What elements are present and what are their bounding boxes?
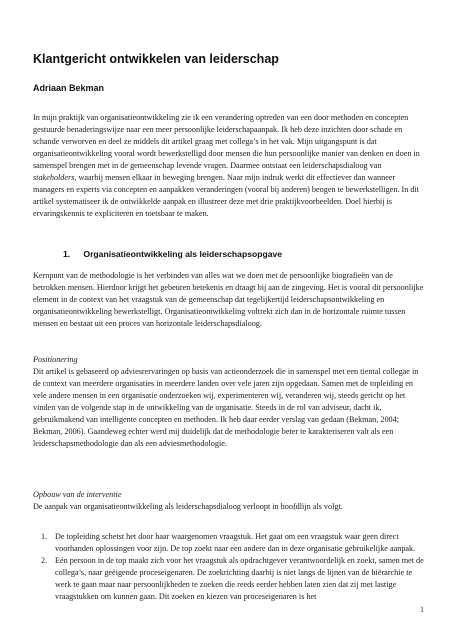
list-item bbox=[33, 555, 425, 603]
list-item-number: 2. bbox=[41, 556, 48, 565]
page-number: 1 bbox=[420, 605, 424, 614]
list-item bbox=[33, 531, 425, 555]
author-name: Adriaan Bekman bbox=[33, 83, 105, 93]
list-item-number: 1. bbox=[41, 532, 48, 541]
positioning-paragraph: Dit artikel is gebaseerd op adviesrervaringen op basis van actieonderzoek die in samenspel met een tiental collegae in de context van meerdere organisaties in meerdere landen over vele jaren zijn opgedaan. Samen met de topleiding en vele andere mensen in een organisatie onderzoeken wij, experimenteren wij, veranderen wij, steeds gericht op het vinden van de volgende stap in de ontwikkeling van de organisatie. Steeds in de rol van adviseur, dacht ik, gebruikmakend van intelligente concepten en methoden. Ik heb daar eerder verslag van gedaan (Bekman, 2004; Bekman, 2006). Gaandeweg echter werd mij duidelijk dat de methodologie beter te karakteriseren valt als een leiderschapsmethodologie dan als een adviesmethodologie. bbox=[33, 367, 419, 448]
structure-subheading: Opbouw van de interventie bbox=[33, 490, 122, 499]
section-number: 1. bbox=[63, 249, 71, 259]
intro-text-part1: In mijn praktijk van organisatieontwikkeling zie ik een verandering optreden van een door methoden en concepten gestuurde benaderingswijze naar een meer persoonlijke leiderschapaanpak. Ik heb deze inzichten door schade en schande verworven en deel ze middels dit artikel graag met collega’s in het vak. Mijn uitgangspunt is dat organisatieontwikkeling vooral wordt bewerkstelligd door mensen die hun persoonlijke manier van denken en doen in samenspel brengen met in de gemeenschap levende vragen. Daarmee ontstaat een leiderschapsdialoog van bbox=[33, 113, 420, 170]
list-item-text: De topleiding schetst het door haar waargenomen vraagstuk. Het gaat om een vraagstuk waar geen direct voorhanden oplossingen voor zijn. De top zoekt naar een andere dan in deze organisatie gebruikelijke aanpak. bbox=[55, 532, 416, 553]
intro-text-part2: , waarbij mensen elkaar in beweging brengen. Naar mijn indruk werkt dit effectiever dan wanneer managers en experts via concepten en aanpakken veranderingen (vooral bij anderen) beogen te bewerkstelligen. In dit artikel systematiseer ik de ontwikkelde aanpak en illustreer deze met drie praktijkvoorbeelden. Doel hierbij is ervaringskennis te expliciteren en toetsbaar te maken. bbox=[33, 173, 420, 218]
list-item-text: Eén persoon in de top maakt zich voor het vraagstuk als opdrachtgever verantwoordelijk en zoekt, samen met de collega’s, naar geëigende proceseigenaren. De zoekrichting daarbij is niet langs de lijnen van de hiërarchie te werk te gaan maar naar persoonlijkheden te zoeken die reeds eerder hebben laten zien dat zij met lastige vraagstukken om kunnen gaan. Dit zoeken en kiezen van proceseigenaren is het bbox=[55, 556, 424, 601]
intro-emphasis: stakeholders bbox=[33, 173, 75, 182]
positioning-subheading: Positionering bbox=[33, 355, 78, 364]
positioning-block bbox=[33, 354, 425, 450]
steps-list bbox=[33, 531, 425, 603]
structure-block bbox=[33, 489, 425, 513]
intro-paragraph bbox=[33, 112, 425, 220]
structure-paragraph: De aanpak van organisatieontwikkeling als leiderschapsdialoog verloopt in hoofdlijn als volgt. bbox=[33, 502, 343, 511]
section-heading bbox=[33, 248, 425, 260]
document-title: Klantgericht ontwikkelen van leiderschap bbox=[33, 52, 279, 66]
section-title: Organisatieontwikkeling als leiderschapsopgave bbox=[83, 249, 283, 259]
section-paragraph: Kernpunt van de methodologie is het verbinden van alles wat we doen met de persoonlijke biografieën van de betrokken mensen. Hierdoor krijgt het gebeuren betekenis en draagt bij aan de zingeving. Het is vooral dit persoonlijke element in de context van het vraagstuk van de gemeenschap dat tegelijkertijd leiderschapsontwikkeling en organisatieontwikkeling bewerkstelligt. Organisatieontwikkeling voltrekt zich dan in de horizontale ruimte tussen mensen en bestaat uit een proces van horizontale leiderschapsdialoog. bbox=[33, 271, 424, 328]
